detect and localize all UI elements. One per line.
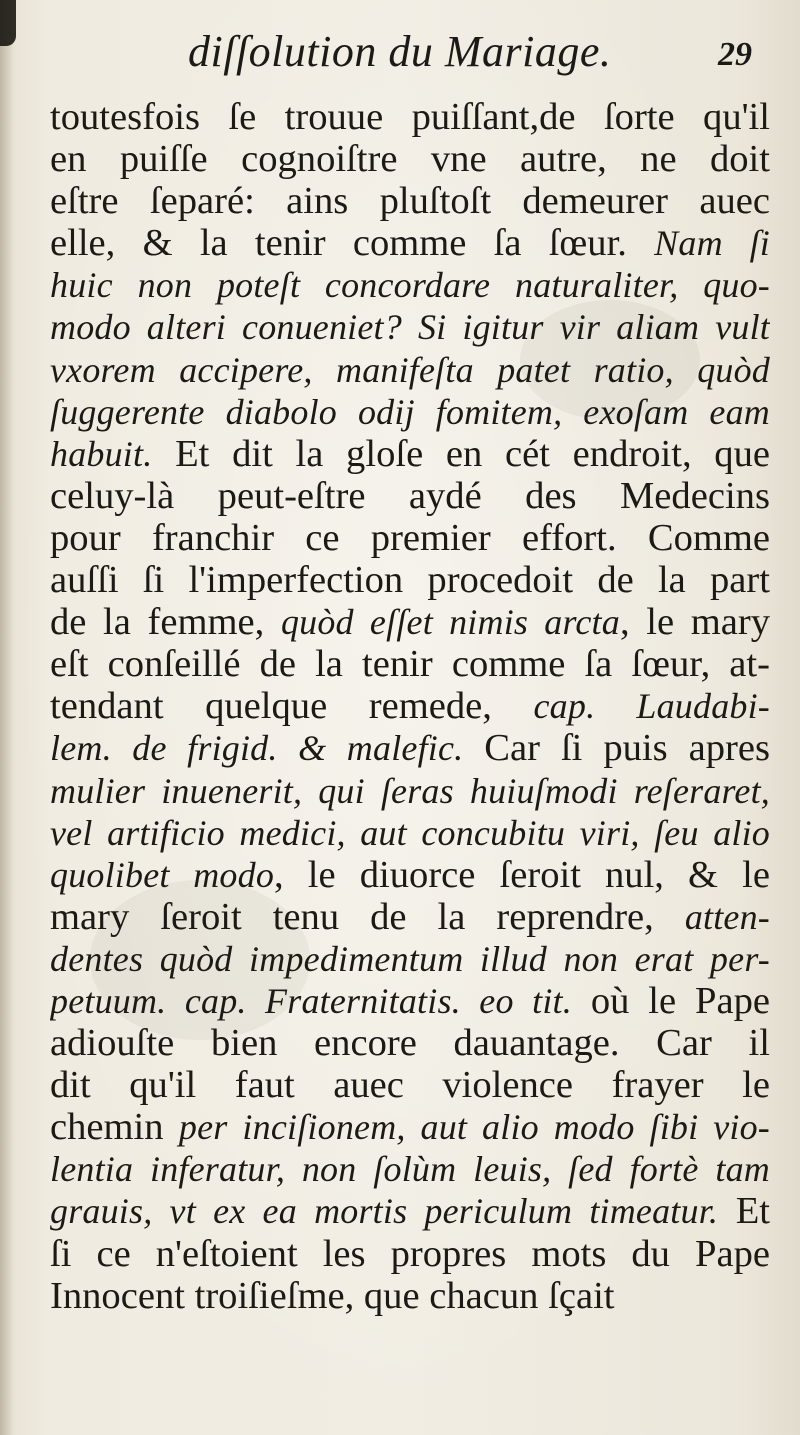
roman-text: adiouſte bien encore dauantage. Car il [50, 1022, 770, 1065]
roman-text: mary ſeroit tenu de la reprendre, [50, 895, 685, 938]
roman-text: elle, & la tenir comme ſa ſœur. [50, 222, 655, 265]
italic-latin-text: per inciſionem, aut alio modo ſibi vio- [178, 1107, 770, 1148]
body-text [50, 96, 770, 1317]
text-line [50, 475, 770, 517]
text-line [50, 1148, 770, 1190]
text-line [50, 770, 770, 812]
text-line [50, 727, 770, 769]
roman-text: où le Pape [571, 979, 770, 1022]
roman-text: , le diuorce ſeroit nul, & le [274, 853, 770, 896]
text-line [50, 349, 770, 391]
text-line [50, 433, 770, 475]
roman-text: ſi ce n'eſtoient les propres mots du Pape [50, 1232, 770, 1275]
italic-latin-text: atten- [684, 896, 770, 937]
text-line [50, 138, 770, 180]
text-line [50, 643, 770, 685]
italic-latin-text: cap. Laudabi- [533, 686, 770, 727]
text-line [50, 264, 770, 306]
text-line [50, 685, 770, 727]
text-line [50, 222, 770, 264]
text-line [50, 180, 770, 222]
roman-text: , le mary [619, 601, 770, 644]
italic-latin-text: habuit. [50, 433, 153, 474]
roman-text: toutesfois ſe trouue puiſſant,de ſorte qu'il [50, 96, 770, 138]
page-gutter-shadow [0, 0, 14, 1435]
text-line [50, 559, 770, 601]
text-line [50, 1275, 770, 1317]
roman-text: en puiſſe cognoiſtre vne autre, ne doit [50, 138, 770, 181]
roman-text: tendant quelque remede, [50, 685, 534, 728]
italic-latin-text: ſuggerente diabolo odij fomitem, exoſam eam [50, 391, 770, 432]
italic-latin-text: vxorem accipere, manifeſta patet ratio, quòd [50, 349, 770, 390]
text-line [50, 306, 770, 348]
text-line [50, 391, 770, 433]
ink-blot-corner [0, 0, 16, 46]
roman-text: de la femme, [50, 601, 281, 644]
italic-latin-text: huic non poteſt concordare naturaliter, quo- [50, 265, 770, 306]
text-line [50, 1233, 770, 1275]
roman-text: chemin [50, 1106, 179, 1149]
italic-latin-text: dentes quòd impedimentum illud non erat per- [50, 938, 770, 979]
roman-text: Car ſi puis apres [463, 727, 770, 770]
italic-latin-text: grauis, vt ex ea mortis periculum timeatur. [50, 1191, 719, 1232]
roman-text: Innocent troiſieſme, que chacun ſçait [50, 1274, 615, 1317]
italic-latin-text: modo alteri conueniet? Si igitur vir aliam vult [50, 307, 770, 348]
page-header [55, 22, 760, 92]
text-line [50, 601, 770, 643]
italic-latin-text: lem. de frigid. & malefic. [50, 728, 464, 769]
italic-latin-text: quolibet modo [50, 854, 275, 895]
roman-text: eſt conſeillé de la tenir comme ſa ſœur, at- [50, 643, 770, 686]
roman-text: dit qu'il faut auec violence frayer le [50, 1064, 770, 1107]
italic-latin-text: quòd eſſet nimis arcta [280, 602, 620, 643]
text-line [50, 517, 770, 559]
text-line [50, 938, 770, 980]
italic-latin-text: petuum. cap. Fraternitatis. eo tit. [50, 980, 572, 1021]
text-line [50, 1064, 770, 1106]
italic-latin-text: lentia inferatur, non ſolùm leuis, ſed fortè tam [50, 1149, 770, 1190]
text-line [50, 896, 770, 938]
text-line [50, 96, 770, 138]
text-line [50, 812, 770, 854]
roman-text: Et [718, 1190, 770, 1233]
text-line [50, 854, 770, 896]
running-head: diſſolution du Mariage. [188, 27, 612, 76]
roman-text: pour franchir ce premier effort. Comme [50, 516, 770, 559]
page-number: 29 [718, 36, 752, 73]
italic-latin-text: Nam ſi [654, 223, 770, 264]
text-line [50, 1106, 770, 1148]
roman-text: Et dit la gloſe en cét endroit, que [152, 432, 770, 475]
text-line [50, 1022, 770, 1064]
roman-text: celuy-là peut-eſtre aydé des Medecins [50, 474, 770, 517]
text-line [50, 1190, 770, 1232]
italic-latin-text: mulier inuenerit, qui ſeras huiuſmodi reſeraret, [50, 770, 770, 811]
text-line [50, 980, 770, 1022]
roman-text: auſſi ſi l'imperfection procedoit de la part [50, 559, 770, 602]
italic-latin-text: vel artificio medici, aut concubitu viri, ſeu alio [50, 812, 770, 853]
roman-text: eſtre ſeparé: ains pluſtoſt demeurer auec [50, 180, 770, 223]
